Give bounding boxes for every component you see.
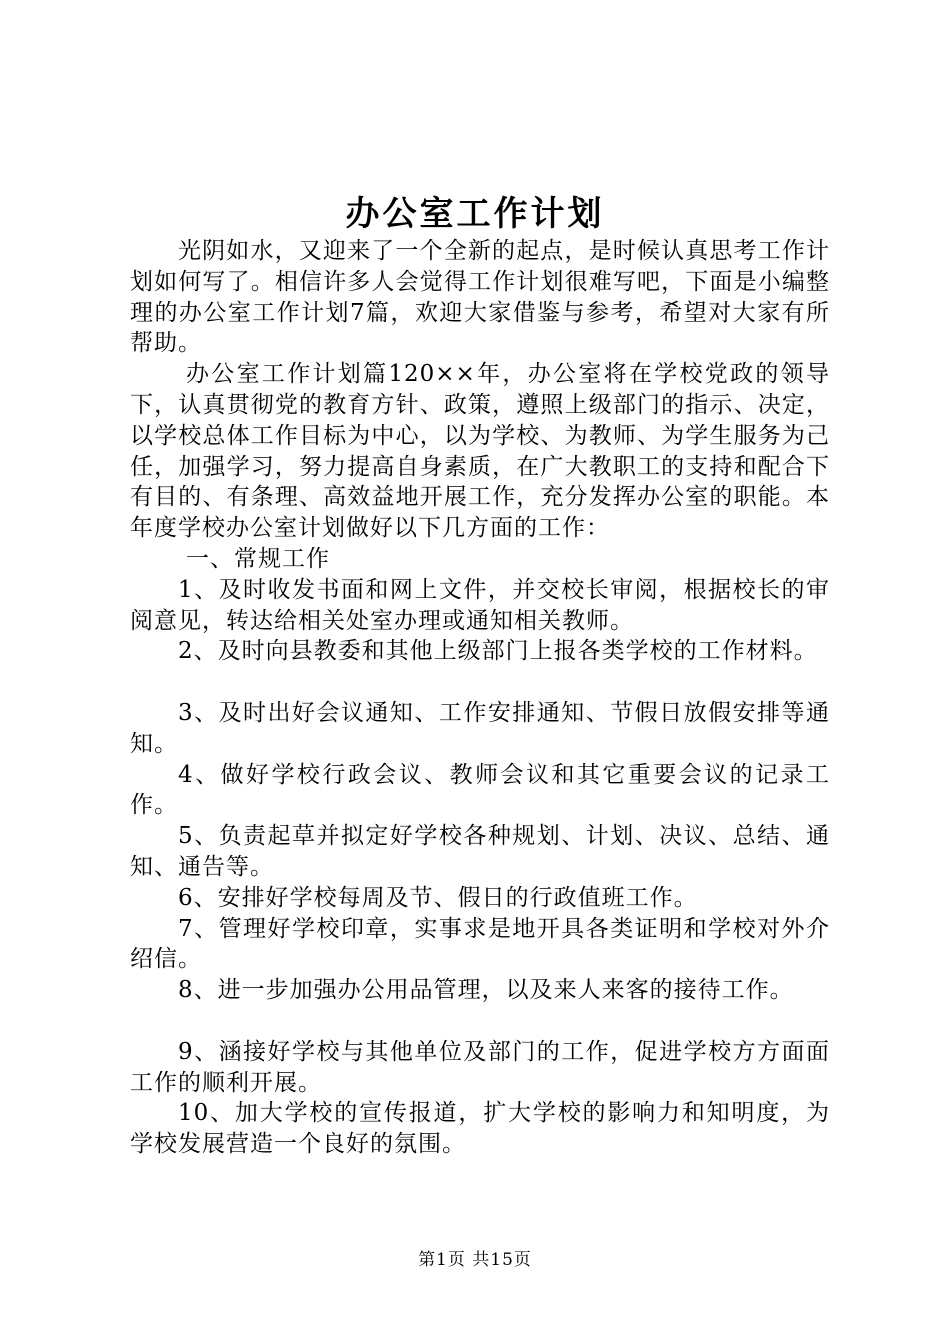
list-item-3: 3、及时出好会议通知、工作安排通知、节假日放假安排等通知。 — [130, 699, 830, 757]
list-item-8: 8、进一步加强办公用品管理，以及来人来客的接待工作。 — [178, 977, 794, 1004]
paragraph-intro: 光阴如水，又迎来了一个全新的起点，是时候认真思考工作计划如何写了。相信许多人会觉得工作计划很难写吧，下面是小编整理的办公室工作计划7篇，欢迎大家借鉴与参考，希望对大家有所帮助。 — [130, 238, 830, 357]
list-item-5: 5、负责起草并拟定好学校各种规划、计划、决议、总结、通知、通告等。 — [130, 823, 830, 880]
page-number-footer: 第1页 共15页 — [418, 1250, 532, 1270]
list-item-9: 9、涵接好学校与其他单位及部门的工作，促进学校方方面面工作的顺利开展。 — [130, 1038, 830, 1096]
blank-line — [130, 1006, 830, 1037]
section-heading: 一、常规工作 — [186, 545, 330, 572]
list-item-4: 4、做好学校行政会议、教师会议和其它重要会议的记录工作。 — [130, 761, 830, 819]
list-item-2: 2、及时向县教委和其他上级部门上报各类学校的工作材料。 — [178, 638, 818, 665]
document-body — [130, 236, 830, 1160]
list-item-10: 10、加大学校的宣传报道，扩大学校的影响力和知明度，为学校发展营造一个良好的氛围。 — [130, 1100, 830, 1158]
blank-line — [130, 667, 830, 698]
list-item-6: 6、安排好学校每周及节、假日的行政值班工作。 — [178, 884, 698, 911]
paragraph-overview: 办公室工作计划篇120××年，办公室将在学校党政的领导下，认真贯彻党的教育方针、政策，遵照上级部门的指示、决定，以学校总体工作目标为中心，以为学校、为教师、为学生服务为己任，加强学习，努力提高自身素质，在广大教职工的支持和配合下有目的、有条理、高效益地开展工作，充分发挥办公室的职能。本年度学校办公室计划做好以下几方面的工作： — [130, 361, 830, 542]
list-item-7: 7、管理好学校印章，实事求是地开具各类证明和学校对外介绍信。 — [130, 915, 830, 973]
list-item-1: 1、及时收发书面和网上文件，并交校长审阅，根据校长的审阅意见，转达给相关处室办理或通知相关教师。 — [130, 576, 830, 634]
document-title: 办公室工作计划 — [345, 194, 605, 234]
